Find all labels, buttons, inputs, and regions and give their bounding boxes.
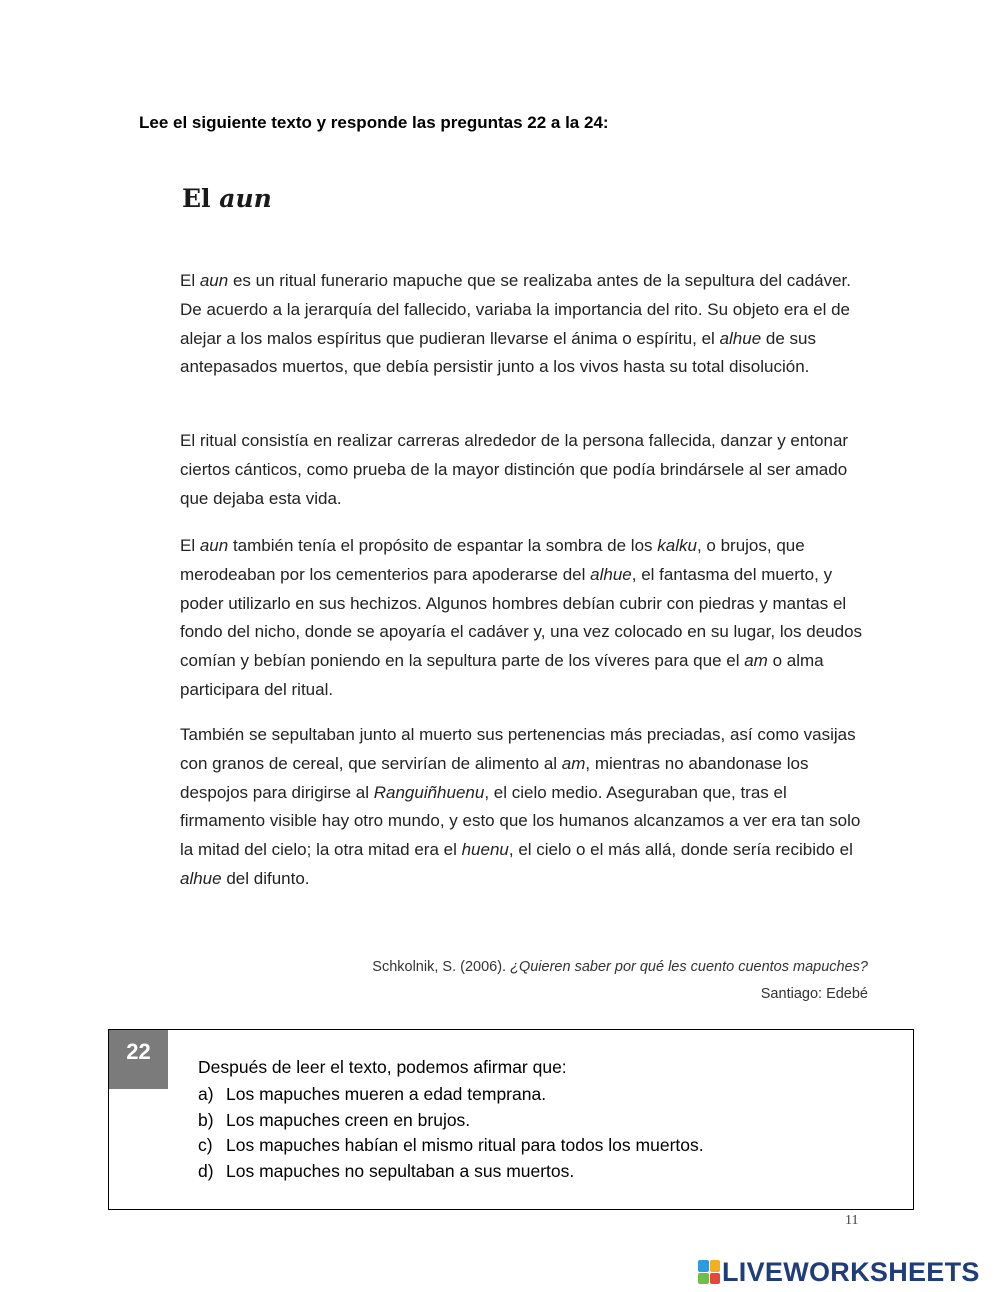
logo-square-4 (710, 1273, 721, 1285)
citation-book: ¿Quieren saber por qué les cuento cuentos mapuches? (510, 959, 868, 975)
answer-option-b[interactable]: b) Los mapuches creen en brujos. (198, 1109, 471, 1130)
text-run: , el cielo o el más allá, donde sería recibido el (508, 840, 853, 860)
instruction-heading: Lee el siguiente texto y responde las preguntas 22 a la 24: (139, 113, 609, 132)
italic-term: kalku (657, 536, 697, 555)
article-paragraph (180, 427, 875, 513)
logo-square-3 (698, 1273, 709, 1285)
text-run: del difunto. (221, 868, 310, 888)
article-paragraph (180, 267, 875, 382)
text-run: es un ritual funerario mapuche que se realizaba antes de la sepultura del cadáver. De acuerdo a la jerarquía del fallecido, variaba la importancia del rito. Su objeto era el de alejar a los malos espíritus que pudieran llevarse el ánima o espíritu, el (180, 271, 852, 348)
citation-author: Schkolnik, S. (2006). (372, 959, 511, 975)
italic-term: huenu (461, 840, 509, 860)
answer-option-d[interactable]: d) Los mapuches no sepultaban a sus muertos. (198, 1160, 575, 1181)
citation (372, 954, 868, 1008)
liveworksheets-logo-icon (698, 1260, 720, 1284)
text-run: El (180, 536, 200, 555)
citation-publisher: Santiago: Edebé (760, 986, 868, 1002)
italic-term: aun (199, 536, 229, 555)
text-run: de sus antepasados muertos, que debía persistir junto a los vivos hasta su total disolución. (180, 328, 816, 377)
logo-square-2 (710, 1260, 721, 1272)
italic-term: am (744, 651, 768, 671)
text-run: El ritual consistía en realizar carreras alrededor de la persona fallecida, danzar y entonar ciertos cánticos, como prueba de la mayor distinción que podía brindársele al ser amado que dejaba esta vida. (180, 431, 849, 508)
answer-option-a[interactable]: a) Los mapuches mueren a edad temprana. (198, 1084, 547, 1104)
italic-term: Ranguiñhuenu (373, 782, 485, 802)
article-paragraph (180, 532, 875, 705)
text-run: , o brujos, que merodeaban por los cementerios para apoderarse del (180, 536, 805, 584)
italic-term: am (561, 753, 586, 773)
italic-term: alhue (719, 328, 762, 348)
liveworksheets-logo-text: LIVEWORKSHEETS (722, 1256, 980, 1287)
question-number-badge: 22 (109, 1030, 168, 1089)
question-box (108, 1029, 914, 1210)
text-run: También se sepultaban junto al muerto sus pertenencias más preciadas, así como vasijas con granos de cereal, que servirían de alimento al (180, 725, 856, 773)
italic-term: aun (199, 271, 229, 290)
answer-options (198, 1082, 704, 1184)
scanned-article (168, 168, 888, 1018)
text-run: , el fantasma del muerto, y poder utilizarlo en sus hechizos. Algunos hombres debían cubrir con piedras y mantas el fondo del nicho, donde se apoyaría el cadáver y, una vez colocado en su lugar, los deudos comían y bebían poniendo en la sepultura parte de los víveres para que el (180, 564, 863, 671)
text-run: El (180, 271, 200, 290)
text-run: , mientras no abandonase los despojos para dirigirse al (180, 753, 809, 802)
page-number: 11 (845, 1213, 859, 1228)
liveworksheets-logo[interactable] (698, 1257, 980, 1287)
text-run: o alma participara del ritual. (180, 651, 824, 699)
italic-term: alhue (180, 868, 222, 888)
text-run: , el cielo medio. Aseguraban que, tras el firmamento visible hay otro mundo, y esto que los humanos alcanzamos a ver era tan solo la mitad del cielo; la otra mitad era el (180, 782, 861, 860)
logo-square-1 (698, 1260, 709, 1272)
question-stem: Después de leer el texto, podemos afirmar que: (198, 1057, 567, 1077)
answer-option-c[interactable]: c) Los mapuches habían el mismo ritual para todos los muertos. (198, 1135, 704, 1155)
text-run: también tenía el propósito de espantar la sombra de los (228, 536, 658, 555)
article-paragraph (180, 721, 875, 894)
italic-term: alhue (590, 564, 632, 584)
article-title: El aun (182, 184, 272, 213)
